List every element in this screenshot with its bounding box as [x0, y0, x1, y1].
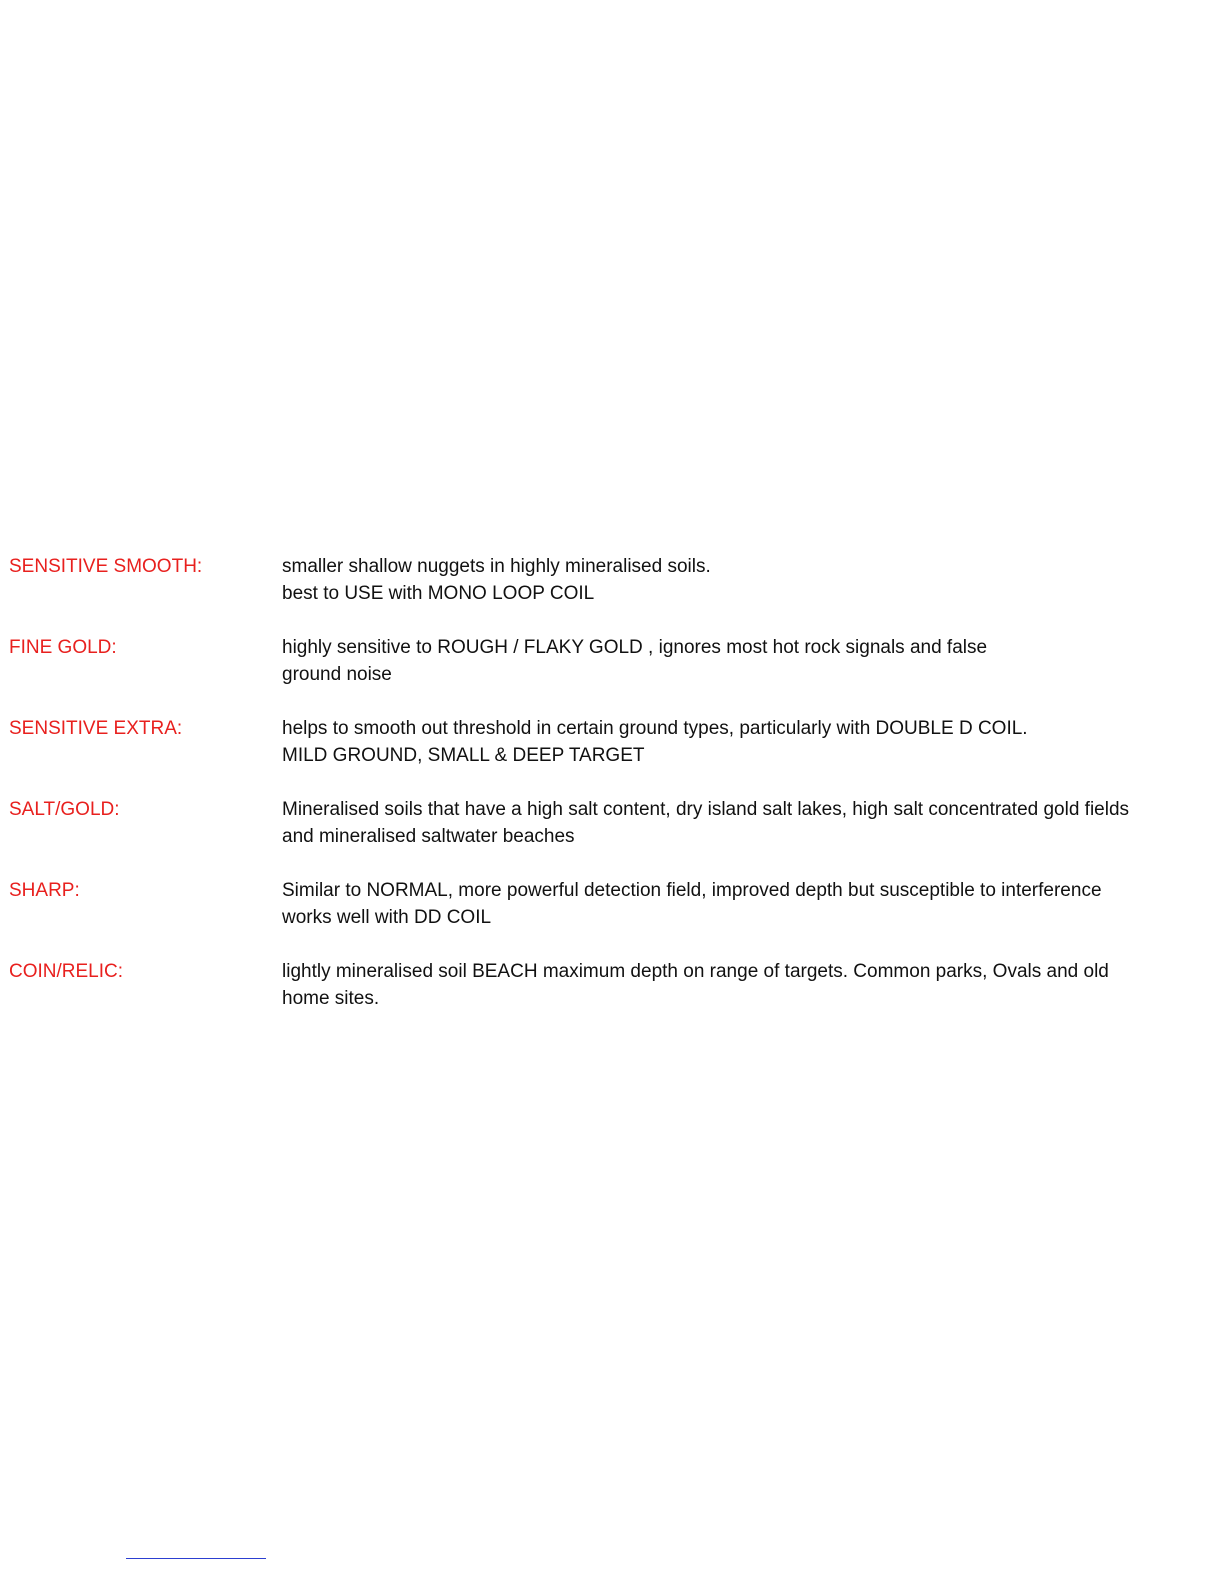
mode-description-line: MILD GROUND, SMALL & DEEP TARGET — [282, 745, 645, 766]
mode-description-line: and mineralised saltwater beaches — [282, 826, 575, 847]
mode-description-line: works well with DD COIL — [282, 907, 492, 928]
mode-row-sharp — [9, 877, 1221, 931]
mode-description — [282, 634, 1221, 688]
mode-description — [282, 553, 1221, 607]
mode-name: SENSITIVE SMOOTH: — [9, 556, 203, 577]
mode-row-coin-relic — [9, 958, 1221, 1012]
mode-description — [282, 877, 1221, 931]
mode-description — [282, 715, 1221, 769]
mode-description-line: lightly mineralised soil BEACH maximum depth on range of targets. Common parks, Ovals and old — [282, 961, 1109, 982]
mode-name: SENSITIVE EXTRA: — [9, 718, 183, 739]
mode-description-line: home sites. — [282, 988, 380, 1009]
mode-name: SALT/GOLD: — [9, 799, 120, 820]
mode-row-fine-gold — [9, 634, 1221, 688]
mode-row-salt-gold — [9, 796, 1221, 850]
mode-description-line: ground noise — [282, 664, 392, 685]
mode-description — [282, 958, 1221, 1012]
mode-row-sensitive-smooth — [9, 553, 1221, 607]
detector-mode-list — [9, 553, 1221, 1039]
mode-description-line: helps to smooth out threshold in certain ground types, particularly with DOUBLE D COIL. — [282, 718, 1028, 739]
mode-name: FINE GOLD: — [9, 637, 117, 658]
footnote-separator-rule — [126, 1558, 266, 1559]
mode-name: SHARP: — [9, 880, 80, 901]
mode-description-line: highly sensitive to ROUGH / FLAKY GOLD , ignores most hot rock signals and false — [282, 637, 988, 658]
mode-row-sensitive-extra — [9, 715, 1221, 769]
mode-description-line: Similar to NORMAL, more powerful detection field, improved depth but susceptible to interference — [282, 880, 1102, 901]
mode-description-line: smaller shallow nuggets in highly mineralised soils. — [282, 556, 711, 577]
mode-description-line: best to USE with MONO LOOP COIL — [282, 583, 595, 604]
mode-name: COIN/RELIC: — [9, 961, 124, 982]
mode-description-line: Mineralised soils that have a high salt content, dry island salt lakes, high salt concentrated gold fields — [282, 799, 1130, 820]
mode-description — [282, 796, 1221, 850]
